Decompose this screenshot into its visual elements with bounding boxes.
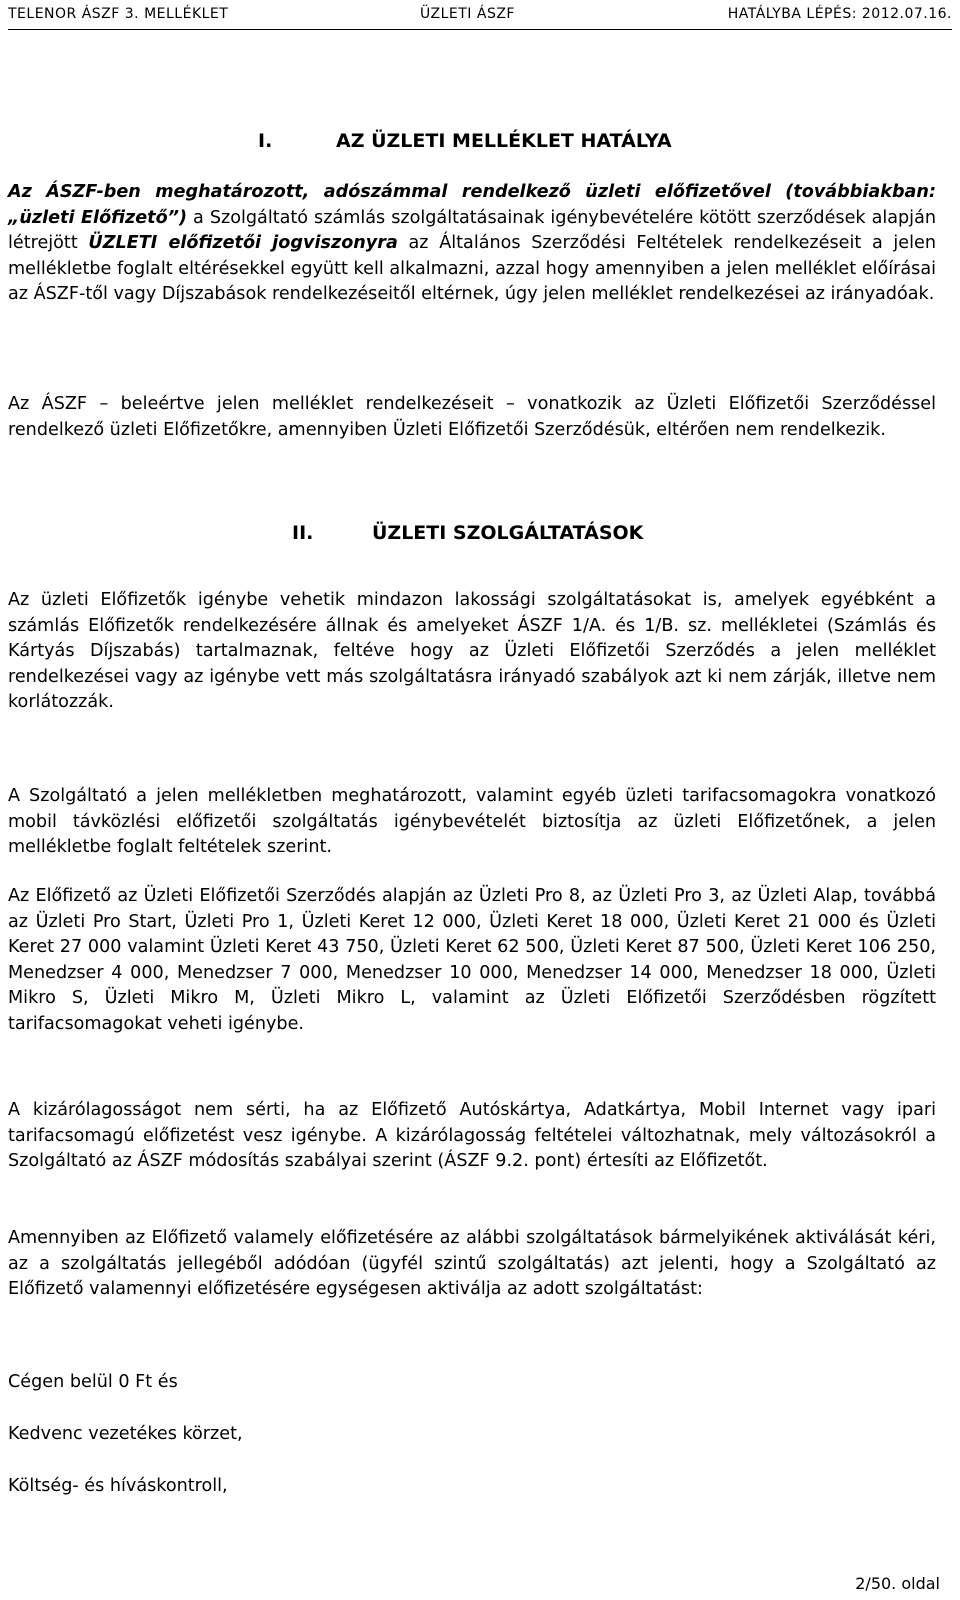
scope-bold-italic-2: ÜZLETI előfizetői jogviszonyra <box>88 233 398 254</box>
page-header <box>0 0 960 34</box>
list-item-3: Költség- és híváskontroll, <box>8 1476 228 1496</box>
header-effective-date: HATÁLYBA LÉPÉS: 2012.07.16. <box>727 6 952 22</box>
section-2-title: ÜZLETI SZOLGÁLTATÁSOK <box>372 522 644 544</box>
header-section-name: ÜZLETI ÁSZF <box>420 6 515 22</box>
paragraph-services: Az üzleti Előfizetők igénybe vehetik mindazon lakossági szolgáltatásokat is, amelyek egyébként a számlás Előfizetők rendelkezésére állnak és amelyeket ÁSZF 1/A. és 1/B. sz. mellékletei (Számlás és Kártyás Díjszabás) tartalmaznak, feltéve hogy az Üzleti Előfizetői Szerződés a jelen melléklet rendelkezései vagy az igénybe vett más szolgáltatásra irányadó szabályok azt ki nem zárják, illetve nem korlátozzák. <box>8 590 936 713</box>
list-item-1: Cégen belül 0 Ft és <box>8 1372 178 1392</box>
list-item-2: Kedvenc vezetékes körzet, <box>8 1424 243 1444</box>
section-2-number: II. <box>292 522 314 544</box>
scope-text-2: az Általános Szerződési Feltételek rendelkezéseit a jelen mellékletbe foglalt eltérésekkel együtt kell alkalmazni, azzal hogy amennyiben a jelen melléklet előírásai az ÁSZF-től vagy Díjszabások rendelkezéseitől eltérnek, úgy jelen melléklet rendelkezései az irányadóak. <box>8 233 936 305</box>
paragraph-aszf-applies: Az ÁSZF – beleértve jelen melléklet rendelkezéseit – vonatkozik az Üzleti Előfizetői Szerződéssel rendelkező üzleti Előfizetőkre, amennyiben Üzleti Előfizetői Szerződésük, eltérően nem rendelkezik. <box>8 394 936 440</box>
paragraph-provider: A Szolgáltató a jelen mellékletben meghatározott, valamint egyéb üzleti tarifacsomagokra vonatkozó mobil távközlési előfizetői szolgáltatás igénybevételét biztosítja az üzleti Előfizetőnek, a jelen mellékletbe foglalt feltételek szerint. <box>8 786 936 858</box>
paragraph-tariff-packages: Az Előfizető az Üzleti Előfizetői Szerződés alapján az Üzleti Pro 8, az Üzleti Pro 3, az Üzleti Alap, továbbá az Üzleti Pro Start, Üzleti Pro 1, Üzleti Keret 12 000, Üzleti Keret 18 000, Üzleti Keret 21 000 és Üzleti Keret 27 000 valamint Üzleti Keret 43 750, Üzleti Keret 62 500, Üzleti Keret 87 500, Üzleti Keret 106 250, Menedzser 4 000, Menedzser 7 000, Menedzser 10 000, Menedzser 14 000, Menedzser 18 000, Üzleti Mikro S, Üzleti Mikro M, Üzleti Mikro L, valamint az Üzleti Előfizetői Szerződésben rögzített tarifacsomagokat veheti igénybe. <box>8 886 936 1034</box>
page-number: 2/50. oldal <box>855 1574 940 1593</box>
header-divider <box>8 29 952 30</box>
scope-bold-italic-1: Az ÁSZF-ben meghatározott, adószámmal rendelkező üzleti előfizetővel (továbbiakban: „üzleti Előfizető”) <box>8 182 936 228</box>
section-1-number: I. <box>258 130 273 152</box>
paragraph-scope <box>8 180 936 308</box>
paragraph-activation: Amennyiben az Előfizető valamely előfizetésére az alábbi szolgáltatások bármelyikének aktiválását kéri, az a szolgáltatás jellegéből adódóan (ügyfél szintű szolgáltatás) azt jelenti, hogy a Szolgáltató az Előfizető valamennyi előfizetésére egységesen aktiválja az adott szolgáltatást: <box>8 1228 936 1300</box>
header-document-name: TELENOR ÁSZF 3. MELLÉKLET <box>8 6 229 22</box>
paragraph-exclusivity: A kizárólagosságot nem sérti, ha az Előfizető Autóskártya, Adatkártya, Mobil Internet vagy ipari tarifacsomagú előfizetést vesz igénybe. A kizárólagosság feltételei változhatnak, mely változásokról a Szolgáltató az ÁSZF módosítás szabályai szerint (ÁSZF 9.2. pont) értesíti az Előfizetőt. <box>8 1100 936 1172</box>
scope-text-1: a Szolgáltató számlás szolgáltatásainak igénybevételére kötött szerződések alapján létrejött <box>8 207 937 254</box>
section-1-title: AZ ÜZLETI MELLÉKLET HATÁLYA <box>336 130 672 152</box>
